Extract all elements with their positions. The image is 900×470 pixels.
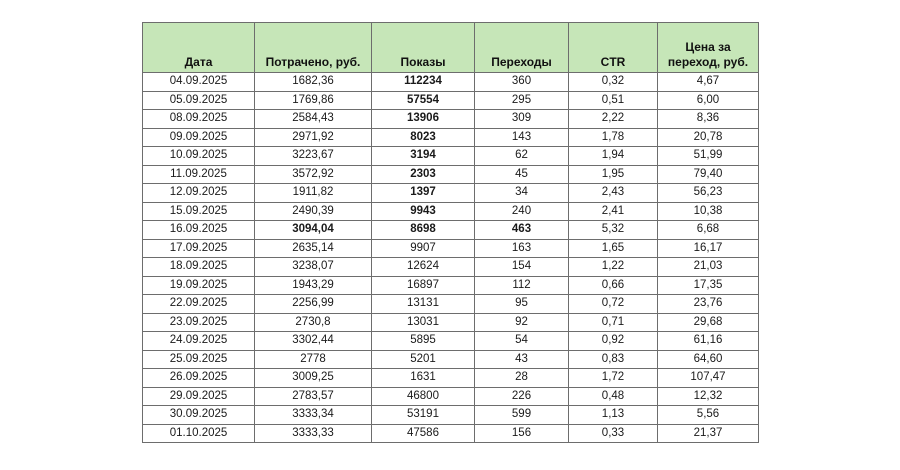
ctr-cell[interactable]: 1,65	[569, 239, 658, 258]
cost-per-click-cell[interactable]: 61,16	[658, 332, 759, 351]
ctr-cell[interactable]: 0,72	[569, 295, 658, 314]
ctr-cell[interactable]: 1,72	[569, 369, 658, 388]
impressions-cell[interactable]: 57554	[372, 91, 475, 110]
table-row	[143, 184, 759, 203]
date-cell[interactable]: 15.09.2025	[143, 202, 255, 221]
spent-cell[interactable]: 3094,04	[255, 221, 372, 240]
clicks-cell[interactable]: 163	[475, 239, 569, 258]
spent-cell[interactable]: 1769,86	[255, 91, 372, 110]
ad-stats-table	[142, 22, 759, 443]
date-cell[interactable]: 04.09.2025	[143, 73, 255, 92]
clicks-cell[interactable]: 62	[475, 147, 569, 166]
table-row	[143, 110, 759, 129]
table-row	[143, 239, 759, 258]
impressions-cell[interactable]: 3194	[372, 147, 475, 166]
date-cell[interactable]: 08.09.2025	[143, 110, 255, 129]
cost-per-click-cell[interactable]: 16,17	[658, 239, 759, 258]
spent-cell[interactable]: 1911,82	[255, 184, 372, 203]
cost-per-click-cell[interactable]: 23,76	[658, 295, 759, 314]
cost-per-click-cell[interactable]: 107,47	[658, 369, 759, 388]
impressions-cell[interactable]: 13906	[372, 110, 475, 129]
date-cell[interactable]: 25.09.2025	[143, 350, 255, 369]
clicks-cell[interactable]: 226	[475, 387, 569, 406]
spent-cell[interactable]: 2971,92	[255, 128, 372, 147]
spent-cell[interactable]: 3223,67	[255, 147, 372, 166]
ctr-cell[interactable]: 0,71	[569, 313, 658, 332]
date-cell[interactable]: 23.09.2025	[143, 313, 255, 332]
ctr-cell[interactable]: 2,41	[569, 202, 658, 221]
cost-per-click-cell[interactable]: 10,38	[658, 202, 759, 221]
header-clicks[interactable]: Переходы	[475, 23, 569, 73]
date-cell[interactable]: 05.09.2025	[143, 91, 255, 110]
clicks-cell[interactable]: 463	[475, 221, 569, 240]
date-cell[interactable]: 24.09.2025	[143, 332, 255, 351]
date-cell[interactable]: 09.09.2025	[143, 128, 255, 147]
header-ctr[interactable]: CTR	[569, 23, 658, 73]
impressions-cell[interactable]: 9907	[372, 239, 475, 258]
clicks-cell[interactable]: 54	[475, 332, 569, 351]
header-cost-per-click[interactable]: Цена за переход, руб.	[658, 23, 759, 73]
cost-per-click-cell[interactable]: 5,56	[658, 406, 759, 425]
impressions-cell[interactable]: 12624	[372, 258, 475, 277]
table-row	[143, 387, 759, 406]
impressions-cell[interactable]: 5201	[372, 350, 475, 369]
ctr-cell[interactable]: 1,78	[569, 128, 658, 147]
date-cell[interactable]: 17.09.2025	[143, 239, 255, 258]
cost-per-click-cell[interactable]: 12,32	[658, 387, 759, 406]
table-row	[143, 221, 759, 240]
clicks-cell[interactable]: 309	[475, 110, 569, 129]
table-row	[143, 73, 759, 92]
spent-cell[interactable]: 2635,14	[255, 239, 372, 258]
ctr-cell[interactable]: 1,13	[569, 406, 658, 425]
impressions-cell[interactable]: 8023	[372, 128, 475, 147]
date-cell[interactable]: 10.09.2025	[143, 147, 255, 166]
clicks-cell[interactable]: 143	[475, 128, 569, 147]
impressions-cell[interactable]: 112234	[372, 73, 475, 92]
table-row	[143, 128, 759, 147]
cost-per-click-cell[interactable]: 17,35	[658, 276, 759, 295]
clicks-cell[interactable]: 112	[475, 276, 569, 295]
cost-per-click-cell[interactable]: 29,68	[658, 313, 759, 332]
impressions-cell[interactable]: 1397	[372, 184, 475, 203]
date-cell[interactable]: 16.09.2025	[143, 221, 255, 240]
clicks-cell[interactable]: 28	[475, 369, 569, 388]
spent-cell[interactable]: 2490,39	[255, 202, 372, 221]
spent-cell[interactable]: 2584,43	[255, 110, 372, 129]
clicks-cell[interactable]: 360	[475, 73, 569, 92]
table-body	[143, 73, 759, 443]
table-row	[143, 424, 759, 443]
ctr-cell[interactable]: 1,94	[569, 147, 658, 166]
impressions-cell[interactable]: 13131	[372, 295, 475, 314]
spent-cell[interactable]: 3333,33	[255, 424, 372, 443]
spent-cell[interactable]: 2256,99	[255, 295, 372, 314]
cost-per-click-cell[interactable]: 6,68	[658, 221, 759, 240]
table-row	[143, 258, 759, 277]
impressions-cell[interactable]: 1631	[372, 369, 475, 388]
table-row	[143, 165, 759, 184]
date-cell[interactable]: 11.09.2025	[143, 165, 255, 184]
date-cell[interactable]: 19.09.2025	[143, 276, 255, 295]
ctr-cell[interactable]: 2,43	[569, 184, 658, 203]
impressions-cell[interactable]: 2303	[372, 165, 475, 184]
ctr-cell[interactable]: 1,22	[569, 258, 658, 277]
impressions-cell[interactable]: 47586	[372, 424, 475, 443]
ctr-cell[interactable]: 0,33	[569, 424, 658, 443]
header-spent[interactable]: Потрачено, руб.	[255, 23, 372, 73]
impressions-cell[interactable]: 5895	[372, 332, 475, 351]
header-date[interactable]: Дата	[143, 23, 255, 73]
header-row	[143, 23, 759, 73]
ctr-cell[interactable]: 5,32	[569, 221, 658, 240]
clicks-cell[interactable]: 45	[475, 165, 569, 184]
table-row	[143, 350, 759, 369]
ctr-cell[interactable]: 2,22	[569, 110, 658, 129]
impressions-cell[interactable]: 46800	[372, 387, 475, 406]
table-row	[143, 406, 759, 425]
ctr-cell[interactable]: 0,48	[569, 387, 658, 406]
spreadsheet-region	[142, 22, 759, 443]
clicks-cell[interactable]: 154	[475, 258, 569, 277]
spent-cell[interactable]: 3333,34	[255, 406, 372, 425]
spent-cell[interactable]: 1943,29	[255, 276, 372, 295]
ctr-cell[interactable]: 0,92	[569, 332, 658, 351]
cost-per-click-cell[interactable]: 51,99	[658, 147, 759, 166]
clicks-cell[interactable]: 240	[475, 202, 569, 221]
spent-cell[interactable]: 2730,8	[255, 313, 372, 332]
date-cell[interactable]: 22.09.2025	[143, 295, 255, 314]
clicks-cell[interactable]: 95	[475, 295, 569, 314]
clicks-cell[interactable]: 34	[475, 184, 569, 203]
ctr-cell[interactable]: 0,51	[569, 91, 658, 110]
header-impressions[interactable]: Показы	[372, 23, 475, 73]
clicks-cell[interactable]: 156	[475, 424, 569, 443]
clicks-cell[interactable]: 599	[475, 406, 569, 425]
spent-cell[interactable]: 3302,44	[255, 332, 372, 351]
spent-cell[interactable]: 1682,36	[255, 73, 372, 92]
cost-per-click-cell[interactable]: 64,60	[658, 350, 759, 369]
cost-per-click-cell[interactable]: 21,03	[658, 258, 759, 277]
table-header	[143, 23, 759, 73]
date-cell[interactable]: 18.09.2025	[143, 258, 255, 277]
table-row	[143, 147, 759, 166]
date-cell[interactable]: 29.09.2025	[143, 387, 255, 406]
table-row	[143, 295, 759, 314]
impressions-cell[interactable]: 8698	[372, 221, 475, 240]
cost-per-click-cell[interactable]: 4,67	[658, 73, 759, 92]
cost-per-click-cell[interactable]: 79,40	[658, 165, 759, 184]
date-cell[interactable]: 26.09.2025	[143, 369, 255, 388]
impressions-cell[interactable]: 53191	[372, 406, 475, 425]
clicks-cell[interactable]: 92	[475, 313, 569, 332]
spent-cell[interactable]: 2778	[255, 350, 372, 369]
cost-per-click-cell[interactable]: 20,78	[658, 128, 759, 147]
spent-cell[interactable]: 3572,92	[255, 165, 372, 184]
cost-per-click-cell[interactable]: 56,23	[658, 184, 759, 203]
ctr-cell[interactable]: 0,32	[569, 73, 658, 92]
table-row	[143, 313, 759, 332]
date-cell[interactable]: 01.10.2025	[143, 424, 255, 443]
ctr-cell[interactable]: 0,83	[569, 350, 658, 369]
date-cell[interactable]: 12.09.2025	[143, 184, 255, 203]
spent-cell[interactable]: 3238,07	[255, 258, 372, 277]
ctr-cell[interactable]: 0,66	[569, 276, 658, 295]
table-row	[143, 276, 759, 295]
date-cell[interactable]: 30.09.2025	[143, 406, 255, 425]
table-row	[143, 369, 759, 388]
impressions-cell[interactable]: 16897	[372, 276, 475, 295]
spent-cell[interactable]: 3009,25	[255, 369, 372, 388]
table-row	[143, 91, 759, 110]
cost-per-click-cell[interactable]: 21,37	[658, 424, 759, 443]
impressions-cell[interactable]: 13031	[372, 313, 475, 332]
impressions-cell[interactable]: 9943	[372, 202, 475, 221]
clicks-cell[interactable]: 295	[475, 91, 569, 110]
table-row	[143, 332, 759, 351]
cost-per-click-cell[interactable]: 6,00	[658, 91, 759, 110]
ctr-cell[interactable]: 1,95	[569, 165, 658, 184]
table-row	[143, 202, 759, 221]
spent-cell[interactable]: 2783,57	[255, 387, 372, 406]
clicks-cell[interactable]: 43	[475, 350, 569, 369]
cost-per-click-cell[interactable]: 8,36	[658, 110, 759, 129]
